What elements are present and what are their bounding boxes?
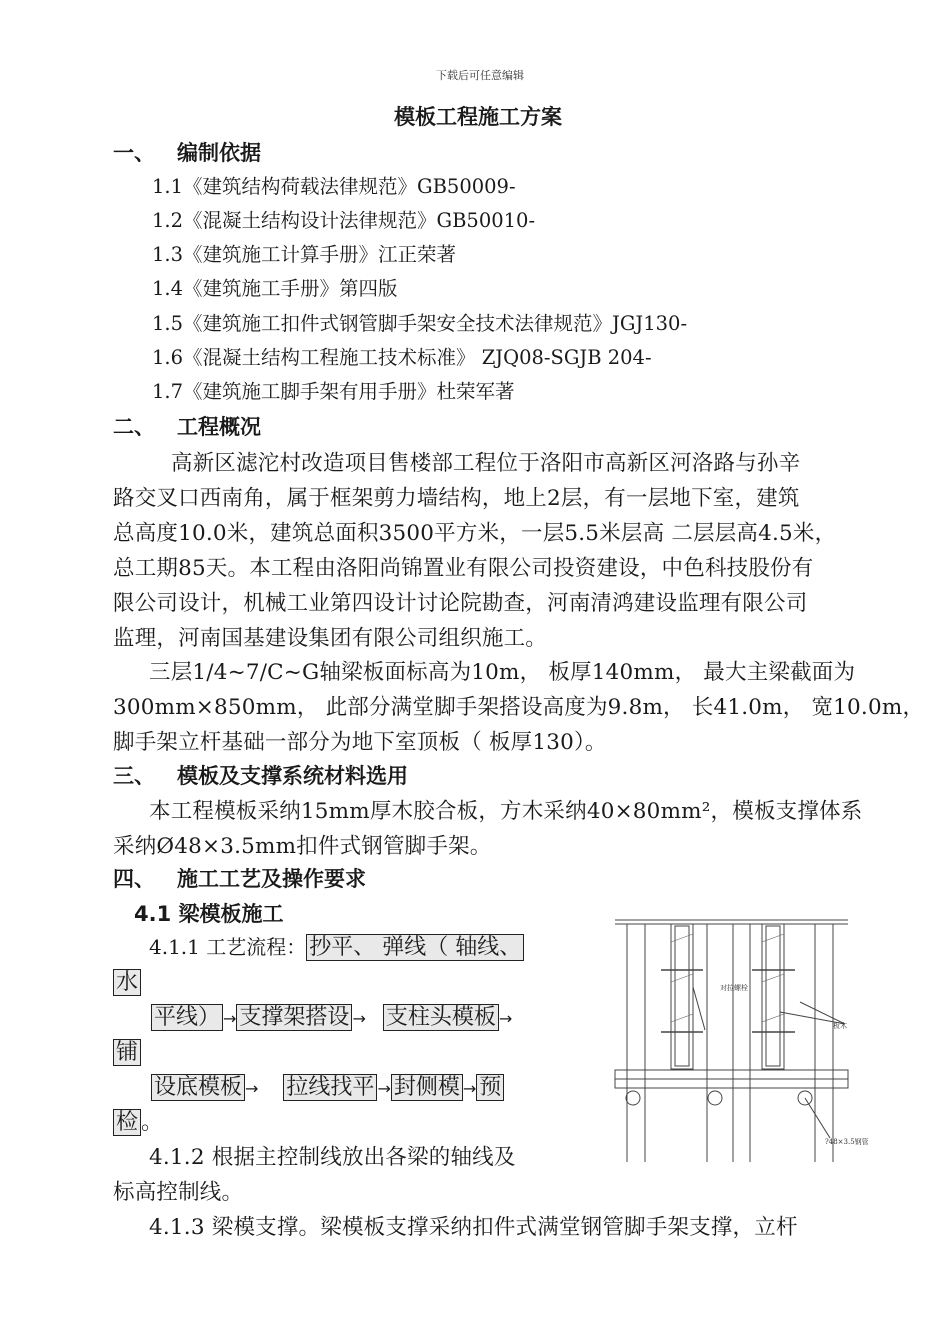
subsection-4-1-title: 4.1 梁模板施工: [134, 902, 284, 926]
flow-step-side-form: 封侧模: [391, 1074, 463, 1101]
material-line: 采纳Ø48×3.5mm扣件式钢管脚手架。: [113, 834, 492, 859]
section-3-heading: [113, 760, 408, 790]
overview-line: 高新区滤沱村改造项目售楼部工程位于洛阳市高新区河洛路与孙辛: [171, 451, 801, 476]
flow-step-column-head-form-cont: 铺: [113, 1039, 141, 1066]
section-4-title: 施工工艺及操作要求: [177, 867, 366, 891]
leader-line: [800, 1002, 845, 1024]
flow-row-2-cont: [113, 1035, 141, 1066]
flow-row-1-cont: [113, 965, 141, 996]
flow-prefix: 4.1.1 工艺流程：: [149, 935, 307, 959]
header-note: 下载后可任意编辑: [436, 69, 524, 82]
overview-line: 路交叉口西南角，属于框架剪力墙结构，地上2层，有一层地下室，建筑: [113, 486, 800, 511]
reference-item: 1.5《建筑施工扣件式钢管脚手架安全技术法律规范》JGJ130-: [152, 312, 688, 335]
flow-row-3-cont: [113, 1105, 163, 1136]
leader-line: [693, 987, 705, 1030]
section-2-number: 二、: [113, 415, 155, 439]
reference-item: 1.7《建筑施工脚手架有用手册》杜荣军著: [152, 380, 515, 403]
left-beam-inner: [675, 926, 689, 1066]
leader-line: [805, 1098, 830, 1138]
floor3-line: 300mm×850mm， 此部分满堂脚手架搭设高度为9.8m， 长41.0m， 宽10.0m，: [113, 695, 925, 720]
flow-step-level-line-end: 平线）: [151, 1004, 223, 1031]
flow-arrow: →: [498, 1009, 513, 1028]
overview-line: 监理，河南国基建设集团有限公司组织施工。: [113, 626, 548, 651]
flow-step-column-head-form: 支柱头模板: [383, 1004, 499, 1031]
section-2-title: 工程概况: [177, 415, 261, 439]
material-line: 本工程模板采纳15mm厚木胶合板，方木采纳40×80mm²，模板支撑体系: [149, 799, 863, 824]
flow-step-level-line-cont: 水: [113, 969, 141, 996]
flow-step-precheck-cont: 检: [113, 1109, 141, 1136]
flow-step-bottom-form: 设底模板: [151, 1074, 245, 1101]
flow-row-2: [151, 1000, 512, 1031]
flow-arrow: →: [223, 1009, 237, 1028]
flow-arrow: →: [377, 1079, 391, 1098]
section-1-heading: [113, 137, 261, 167]
label-tie-bolt: 对拉螺栓: [720, 984, 748, 992]
paragraph-4-1-2: 4.1.2 根据主控制线放出各梁的轴线及: [149, 1145, 516, 1170]
flow-arrow: →: [462, 1079, 477, 1098]
flow-arrow: →: [352, 1009, 366, 1028]
reference-item: 1.1《建筑结构荷载法律规范》GB50009-: [152, 175, 516, 198]
section-1-number: 一、: [113, 141, 155, 165]
flow-arrow: →: [245, 1079, 259, 1098]
flow-row-1: [149, 930, 524, 961]
section-3-title: 模板及支撑系统材料选用: [177, 764, 408, 788]
overview-line: 总高度10.0米，建筑总面积3500平方米，一层5.5米层高 二层层高4.5米，: [113, 521, 837, 546]
section-4-number: 四、: [113, 867, 155, 891]
page-title: 模板工程施工方案: [394, 105, 562, 129]
flow-step-level-string: 拉线找平: [283, 1074, 377, 1101]
flow-row-3: [151, 1070, 504, 1101]
label-steel-pipe: ?48×3.5钢管: [825, 1138, 869, 1146]
beam-formwork-diagram: [605, 912, 869, 1167]
flow-step-level-line: 抄平、 弹线（ 轴线、: [306, 934, 524, 961]
overview-line: 总工期85天。本工程由洛阳尚锦置业有限公司投资建设，中色科技股份有: [113, 556, 814, 581]
right-beam-inner: [766, 926, 780, 1066]
section-2-heading: [113, 411, 261, 441]
flow-step-support-frame: 支撑架搭设: [236, 1004, 352, 1031]
reference-item: 1.4《建筑施工手册》第四版: [152, 277, 398, 300]
label-timber: 板木: [833, 1022, 847, 1030]
pipe-circle: [708, 1091, 722, 1105]
reference-item: 1.6《混凝土结构工程施工技术标准》 ZJQ08-SGJB 204-: [152, 346, 652, 369]
pipe-circle: [626, 1091, 640, 1105]
section-1-title: 编制依据: [177, 141, 261, 165]
reference-item: 1.3《建筑施工计算手册》江正荣著: [152, 243, 457, 266]
overview-line: 限公司设计，机械工业第四设计讨论院勘查，河南清鸿建设监理有限公司: [113, 591, 808, 616]
floor3-line: 脚手架立杆基础一部分为地下室顶板（ 板厚130）。: [113, 730, 607, 755]
paragraph-4-1-2-cont: 标高控制线。: [113, 1180, 244, 1205]
reference-item: 1.2《混凝土结构设计法律规范》GB50010-: [152, 209, 536, 232]
section-3-number: 三、: [113, 764, 155, 788]
floor3-line: 三层1/4~7/C~G轴梁板面标高为10m， 板厚140mm， 最大主梁截面为: [149, 660, 856, 685]
flow-end: 。: [141, 1110, 164, 1135]
section-4-heading: [113, 863, 366, 893]
flow-step-precheck: 预: [476, 1074, 504, 1101]
paragraph-4-1-3: 4.1.3 梁模支撑。梁模板支撑采纳扣件式满堂钢管脚手架支撑，立杆: [149, 1215, 798, 1240]
